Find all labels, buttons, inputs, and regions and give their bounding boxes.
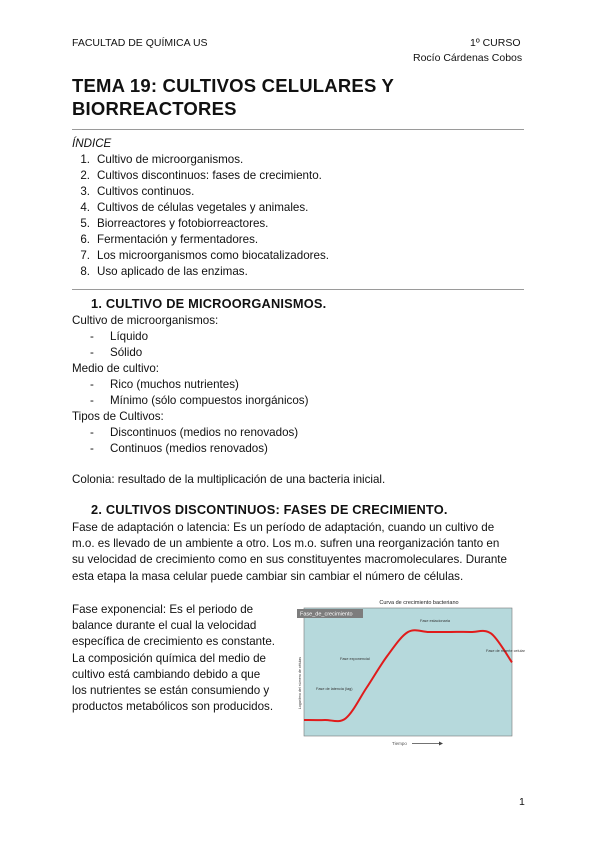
index-divider xyxy=(72,289,524,290)
list-item: - Sólido xyxy=(90,346,143,359)
index-item: 2. Cultivos discontinuos: fases de crecimiento. xyxy=(80,169,322,182)
y-axis-label: Logaritmo del número de células xyxy=(298,656,302,710)
section1-heading: 1. CULTIVO DE MICROORGANISMOS. xyxy=(91,296,327,311)
list-item: - Discontinuos (medios no renovados) xyxy=(90,426,299,439)
x-axis-label: Tiempo xyxy=(392,741,407,746)
chart-title: Curva de crecimiento bacteriano xyxy=(379,600,459,606)
phase-label-lag: Fase de latencia (lag) xyxy=(316,687,353,691)
course-label: 1º CURSO xyxy=(470,37,521,49)
phase-label-exponential: Fase exponencial xyxy=(340,657,370,661)
phase-label-death: Fase de muerte celular xyxy=(486,649,525,653)
index-item: 1. Cultivo de microorganismos. xyxy=(80,153,244,166)
index-heading: ÍNDICE xyxy=(72,137,112,150)
list-item: - Mínimo (sólo compuestos inorgánicos) xyxy=(90,394,309,407)
plot-area xyxy=(304,608,512,736)
title-divider xyxy=(72,129,524,130)
index-list xyxy=(72,152,329,280)
list-item: - Rico (muchos nutrientes) xyxy=(90,378,239,391)
index-item: 3. Cultivos continuos. xyxy=(80,185,195,198)
index-item: 4. Cultivos de células vegetales y animales. xyxy=(80,201,309,214)
list-item: - Líquido xyxy=(90,330,149,343)
index-item: 7. Los microorganismos como biocatalizadores. xyxy=(80,249,329,262)
page-number: 1 xyxy=(519,796,525,808)
cultivo-label: Cultivo de microorganismos: xyxy=(72,314,219,327)
list-item: - Continuos (medios renovados) xyxy=(90,442,268,455)
medio-label: Medio de cultivo: xyxy=(72,362,159,375)
page-title: TEMA 19: CULTIVOS CELULARES Y BIORREACTORES xyxy=(72,75,394,119)
index-item: 5. Biorreactores y fotobiorreactores. xyxy=(80,217,269,230)
faculty-label: FACULTAD DE QUÍMICA US xyxy=(72,37,208,49)
author-label: Rocío Cárdenas Cobos xyxy=(413,52,523,64)
adaptacion-paragraph: Fase de adaptación o latencia: Es un período de adaptación, cuando un cultivo de m.o. es llevado de un ambiente a otro. Los m.o. sufren una reorganización tanto en su velocidad de crecimiento como en sus constituyentes macromoleculares. Durante esta etapa la masa celular puede cambiar sin cambiar el número de células. xyxy=(72,521,507,583)
chart-tag: Fase_de_crecimiento xyxy=(300,611,353,618)
tipos-label: Tipos de Cultivos: xyxy=(72,410,164,423)
exponencial-paragraph: Fase exponencial: Es el periodo de balance durante el cual la velocidad específica de crecimiento es constante. La composición química del medio de cultivo está cambiando debido a que los nutrientes se están consumiendo y productos metabólicos son producidos. xyxy=(72,603,275,714)
phase-label-stationary: Fase estacionaria xyxy=(420,619,450,623)
growth-curve-figure xyxy=(296,598,525,748)
index-item: 6. Fermentación y fermentadores. xyxy=(80,233,259,246)
colonia-paragraph: Colonia: resultado de la multiplicación de una bacteria inicial. xyxy=(72,473,386,486)
index-item: 8. Uso aplicado de las enzimas. xyxy=(80,265,248,278)
section2-heading: 2. CULTIVOS DISCONTINUOS: FASES DE CRECIMIENTO. xyxy=(91,502,448,517)
growth-curve-chart xyxy=(296,598,525,748)
section1-body xyxy=(72,313,308,457)
